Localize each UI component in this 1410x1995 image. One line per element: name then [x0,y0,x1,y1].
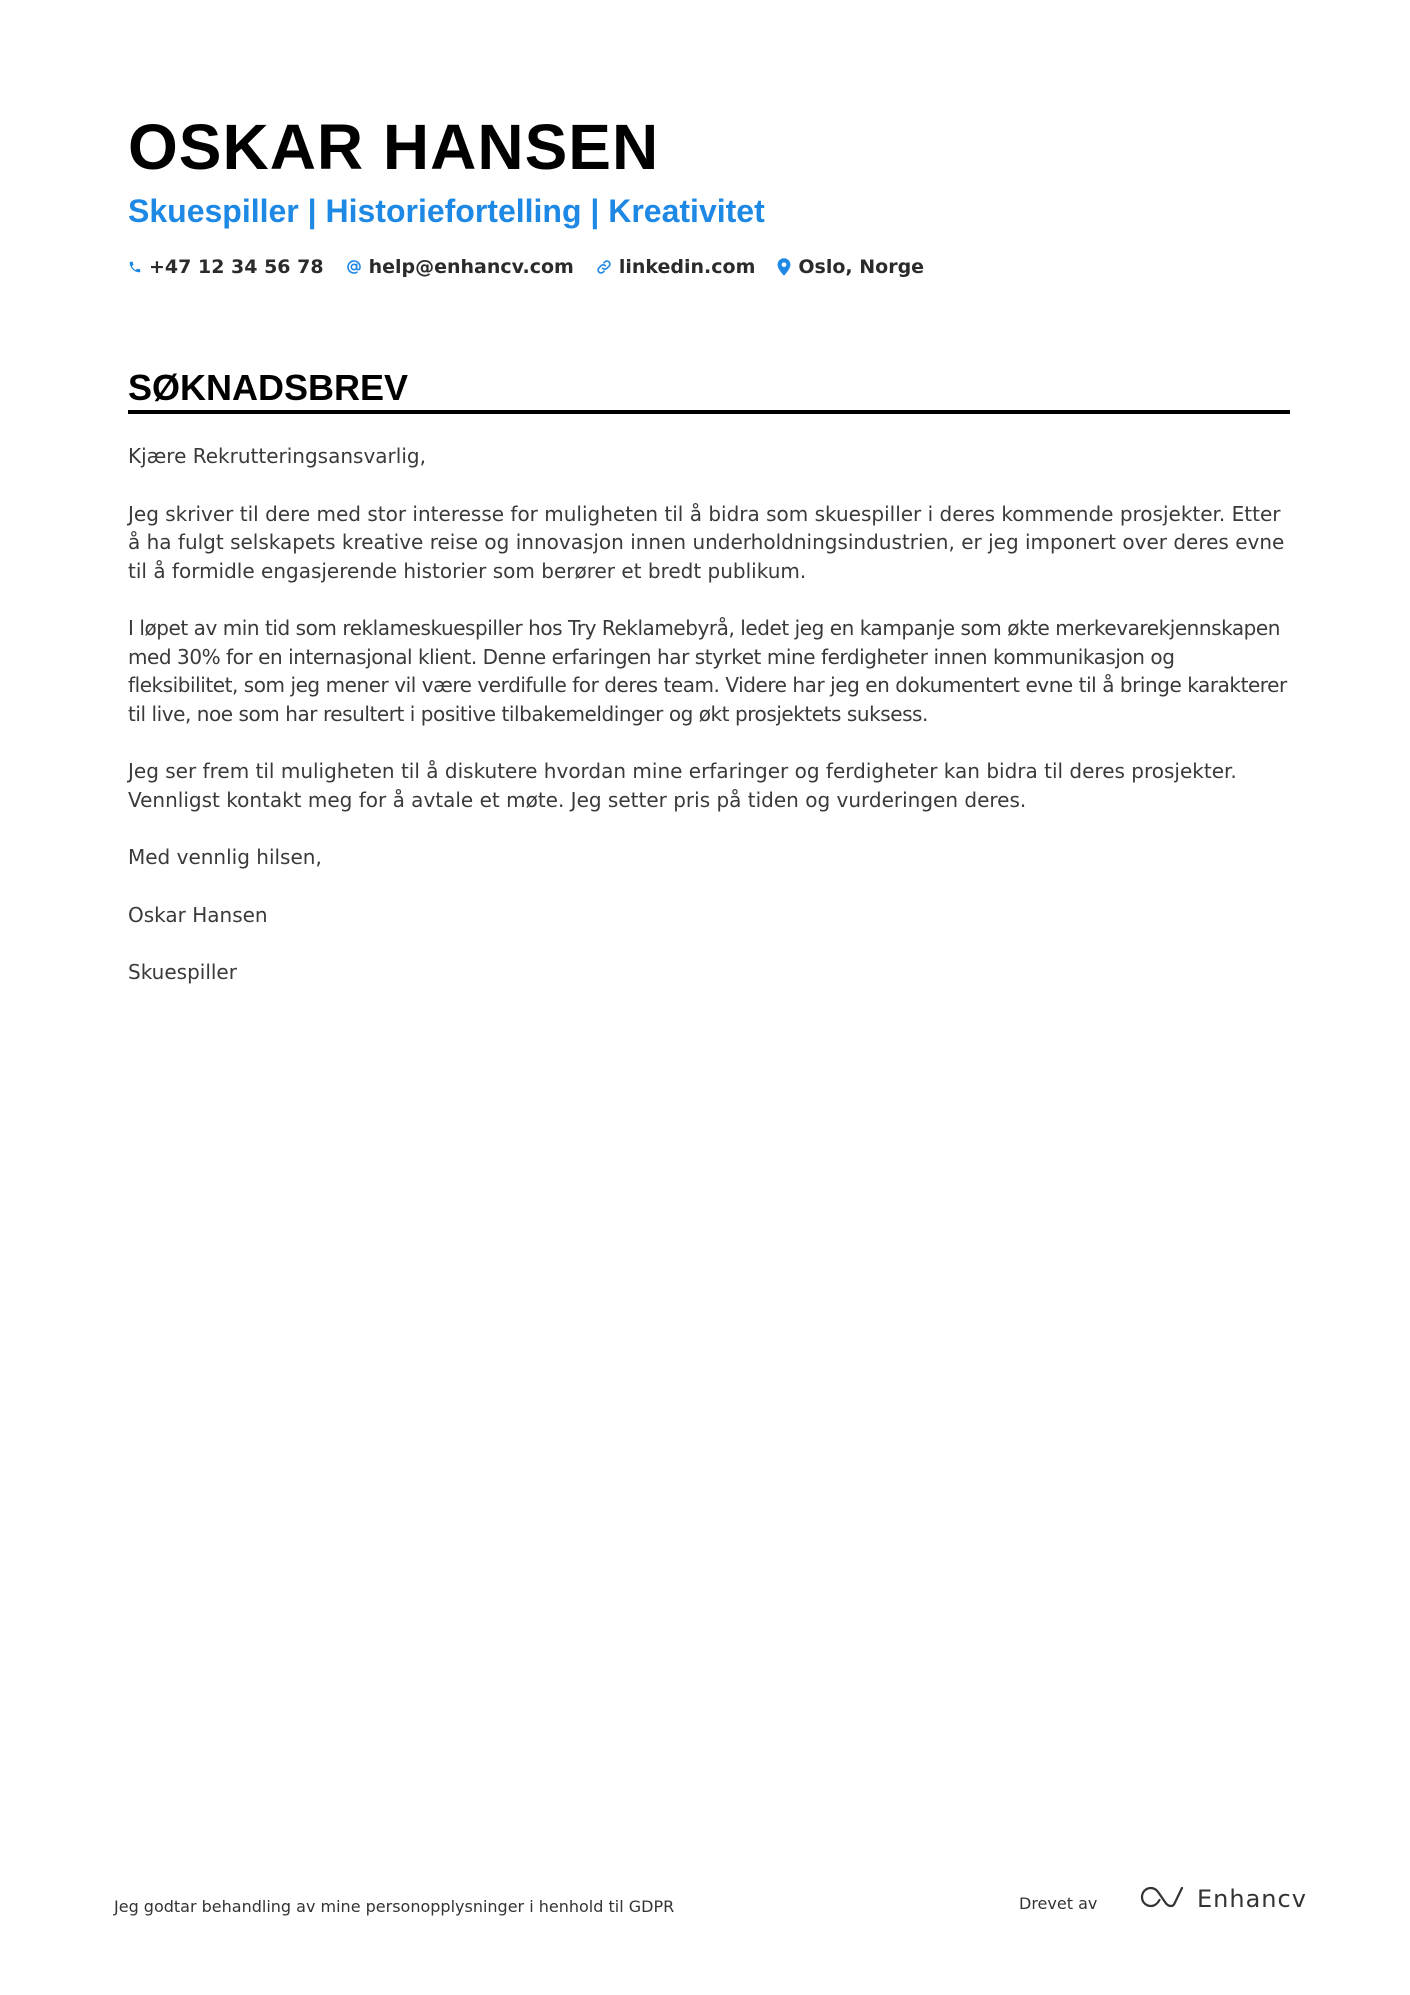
signature-title: Skuespiller [128,960,237,984]
contact-location [777,256,924,278]
at-icon [346,259,362,275]
email-address: help@enhancv.com [368,256,574,278]
phone-number: +47 12 34 56 78 [149,256,324,278]
candidate-tagline: Skuespiller | Historiefortelling | Kreativitet [128,193,765,229]
signature-name: Oskar Hansen [128,902,268,927]
contact-bar [128,252,924,282]
linkedin-url: linkedin.com [618,256,756,278]
gdpr-consent-text: Jeg godtar behandling av mine personopplysninger i henhold til GDPR [114,1897,675,1916]
contact-phone [128,256,324,278]
location-pin-icon [777,258,791,276]
contact-email[interactable] [346,256,574,278]
letter-greeting: Kjære Rekrutteringsansvarlig, [128,444,426,468]
letter-paragraph: Jeg skriver til dere med stor interesse for muligheten til å bidra som skuespiller i deres kommende prosjekter. Etter å ha fulgt selskapets kreative reise og innovasjon innen underholdningsindustrien, er jeg imponert over deres evne til å formidle engasjerende historier som berører et bredt publikum. [128,501,1285,583]
link-icon [596,259,612,275]
section-title: SØKNADSBREV [128,367,409,408]
letter-body [128,442,1290,1016]
letter-closing: Med vennlig hilsen, [128,845,322,869]
enhancv-brand[interactable] [1139,1884,1307,1914]
powered-by-label: Drevet av [1019,1894,1098,1913]
location-text: Oslo, Norge [798,256,925,278]
section-divider [128,410,1290,414]
letter-paragraph: I løpet av min tid som reklameskuespiller hos Try Reklamebyrå, ledet jeg en kampanje som økte merkevarekjennskapen med 30% for en internasjonal klient. Denne erfaringen har styrket mine ferdigheter innen kommunikasjon og fleksibilitet, som jeg mener vil være verdifulle for deres team. Videre har jeg en dokumentert evne til å bringe karakterer til live, noe som har resultert i positive tilbakemeldinger og økt prosjektets suksess. [128,616,1287,726]
contact-linkedin[interactable] [596,256,756,278]
candidate-name: OSKAR HANSEN [128,111,660,183]
letter-paragraph: Jeg ser frem til muligheten til å diskutere hvordan mine erfaringer og ferdigheter kan bidra til deres prosjekter. Vennligst kontakt meg for å avtale et møte. Jeg setter pris på tiden og vurderingen deres. [128,759,1237,812]
brand-name: Enhancv [1197,1885,1307,1913]
phone-icon [128,260,142,274]
enhancv-logo-icon [1139,1884,1185,1914]
